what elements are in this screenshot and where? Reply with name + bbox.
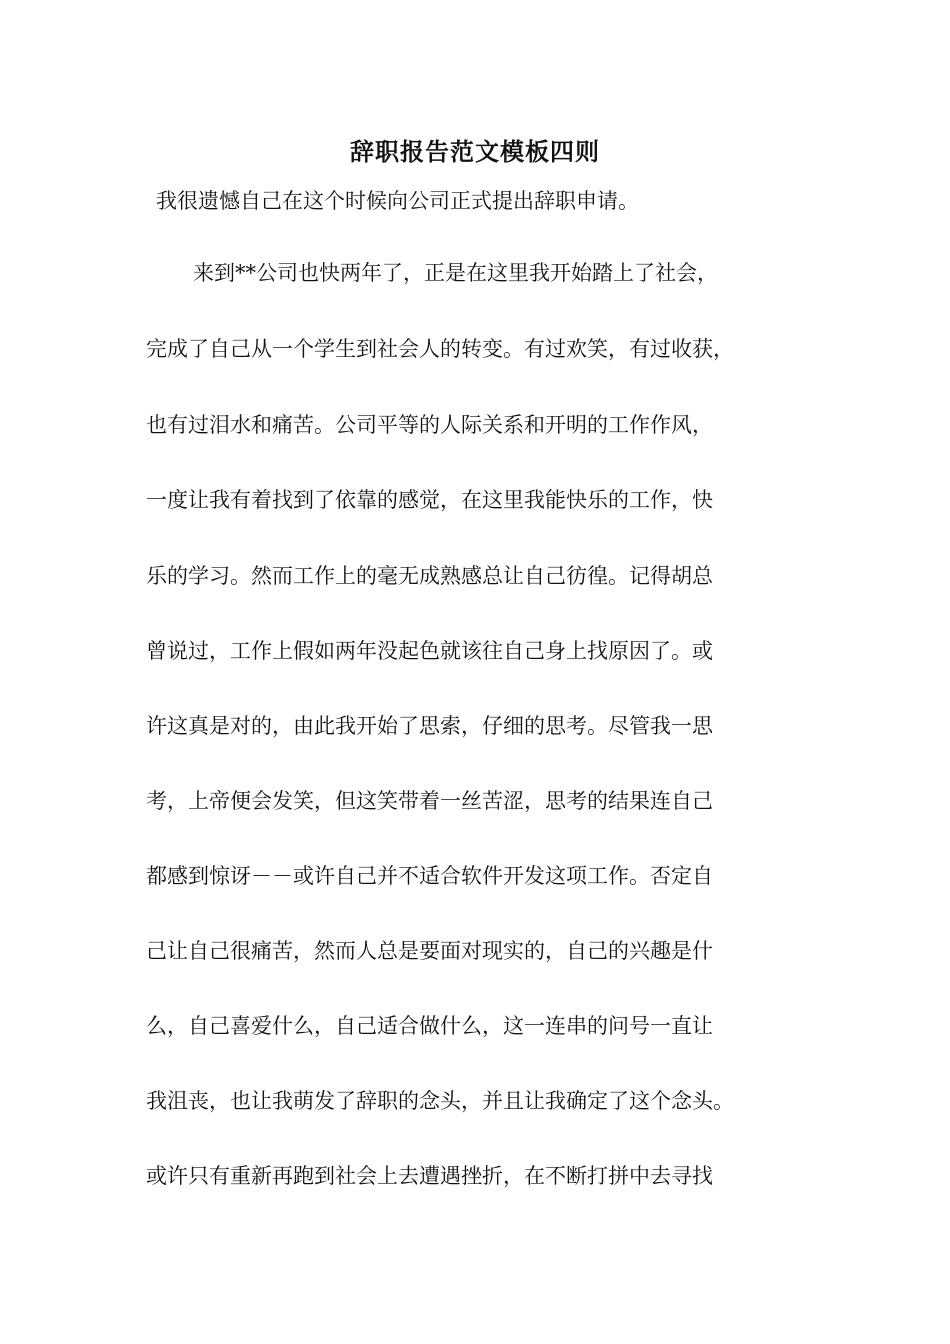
body-line: 考，上帝便会发笑，但这笑带着一丝苦涩，思考的结果连自己	[146, 789, 713, 813]
body-line: 己让自己很痛苦，然而人总是要面对现实的，自己的兴趣是什	[146, 939, 713, 963]
document-title: 辞职报告范文模板四则	[350, 137, 600, 166]
body-line: 也有过泪水和痛苦。公司平等的人际关系和开明的工作作风，	[146, 413, 713, 437]
body-line: 乐的学习。然而工作上的毫无成熟感总让自己彷徨。记得胡总	[146, 564, 713, 588]
body-line: 么，自己喜爱什么，自己适合做什么，这一连串的问号一直让	[146, 1014, 713, 1038]
body-line: 来到**公司也快两年了，正是在这里我开始踏上了社会，	[193, 261, 718, 285]
intro-paragraph: 我很遗憾自己在这个时候向公司正式提出辞职申请。	[156, 189, 639, 213]
body-line: 曾说过，工作上假如两年没起色就该往自己身上找原因了。或	[146, 639, 713, 663]
body-line: 我沮丧，也让我萌发了辞职的念头，并且让我确定了这个念头。	[146, 1089, 734, 1113]
body-line: 完成了自己从一个学生到社会人的转变。有过欢笑，有过收获，	[146, 337, 734, 361]
body-line: 许这真是对的，由此我开始了思索，仔细的思考。尽管我一思	[146, 714, 713, 738]
body-line: 或许只有重新再跑到社会上去遭遇挫折，在不断打拼中去寻找	[146, 1164, 713, 1188]
body-line: 都感到惊讶－－或许自己并不适合软件开发这项工作。否定自	[146, 864, 713, 888]
body-line: 一度让我有着找到了依靠的感觉，在这里我能快乐的工作，快	[146, 488, 713, 512]
